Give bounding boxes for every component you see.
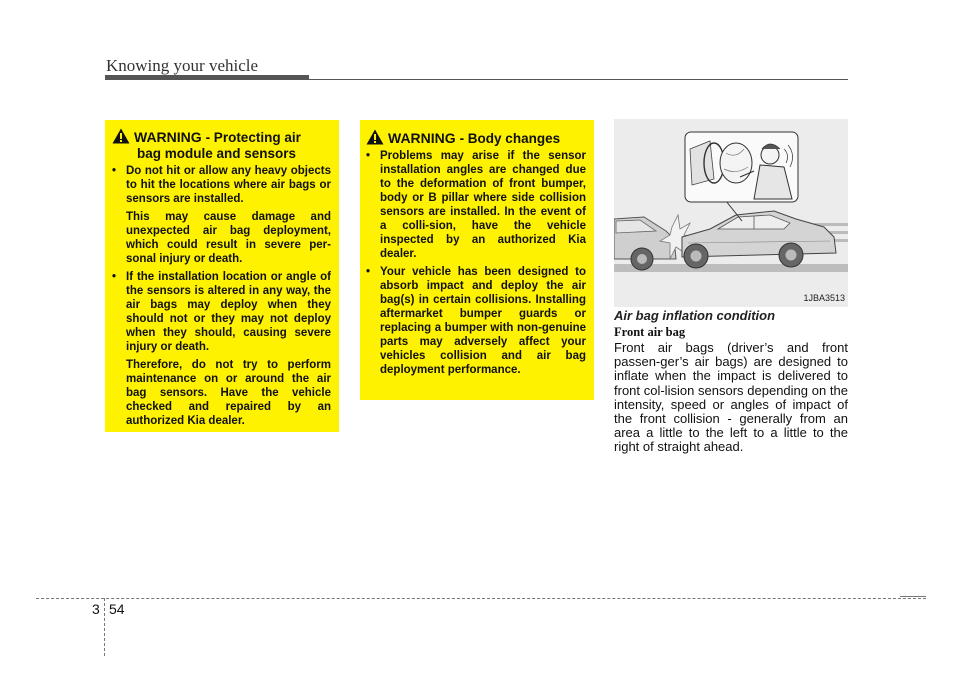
figure-caption: Air bag inflation condition xyxy=(614,308,776,323)
bullet-icon: • xyxy=(112,165,117,177)
bullet-icon: • xyxy=(366,150,371,162)
warning-list xyxy=(366,149,586,377)
warning-item xyxy=(366,149,586,261)
warning-item-text: Your vehicle has been designed to absorb impact and deploy the air bag(s) in certain collisions. Installing aftermarket bumper guards or replacing a bumper with non-genuine parts may adversely affect your vehicles collision and air bag deployment performance. xyxy=(380,266,586,376)
warning-box-body-changes xyxy=(360,120,594,400)
warning-item xyxy=(366,265,586,377)
warning-triangle-icon xyxy=(366,129,384,145)
warning-item-text: Problems may arise if the sensor installation angles are changed due to the deformation of front bumper, body or B pillar where side collision sensors are installed. In the event of a colli-sion, have the vehicle inspected by an authorized Kia dealer. xyxy=(380,150,586,260)
figure-code: 1JBA3513 xyxy=(803,293,845,303)
airbag-illustration xyxy=(614,119,848,307)
header-title: Knowing your vehicle xyxy=(106,56,259,75)
section-heading: Front air bag xyxy=(614,325,686,339)
warning-triangle-icon xyxy=(112,128,130,144)
warning-item-text: Therefore, do not try to perform maintenance on or around the air bag sensors. Have the vehicle checked and repaired by an authorized Kia dealer. xyxy=(126,359,331,427)
car-collision-illustration xyxy=(614,119,848,307)
warning-item xyxy=(112,164,331,266)
footer-rule-accent xyxy=(900,596,926,597)
page-number: 54 xyxy=(109,601,125,617)
warning-list xyxy=(112,164,331,428)
warning-title xyxy=(112,128,331,162)
warning-word: WARNING xyxy=(134,129,202,145)
footer-divider xyxy=(104,598,105,656)
bullet-icon: • xyxy=(112,271,117,283)
warning-item-text: This may cause damage and unexpected air bag deployment, which could result in severe per-sonal injury or death. xyxy=(126,211,331,265)
warning-word: WARNING xyxy=(388,130,456,146)
section-body: Front air bags (driver’s and front passen-ger’s air bags) are designed to inflate when the impact is delivered to front col-lision sensors depending on the intensity, speed or angles of impact of the front collision - generally from an area a little to the left to a little to the right of straight ahead. xyxy=(614,340,848,455)
warning-subtitle: - Body changes xyxy=(459,131,561,146)
warning-title xyxy=(366,129,586,147)
warning-item-text: Do not hit or allow any heavy objects to hit the locations where air bags or sensors are installed. xyxy=(126,165,331,205)
bullet-icon: • xyxy=(366,266,371,278)
warning-item-text: If the installation location or angle of the sensors is altered in any way, the air bags may deploy when they should not or they may not deploy when they should, causing severe injury or death. xyxy=(126,271,331,353)
header-rule xyxy=(105,79,848,80)
footer-rule xyxy=(36,598,926,599)
warning-subtitle-line2: bag module and sensors xyxy=(137,146,297,161)
chapter-number: 3 xyxy=(92,601,100,617)
warning-subtitle-line1: - Protecting air xyxy=(205,130,301,145)
warning-box-airbag-sensors xyxy=(105,120,339,432)
warning-item xyxy=(112,270,331,428)
